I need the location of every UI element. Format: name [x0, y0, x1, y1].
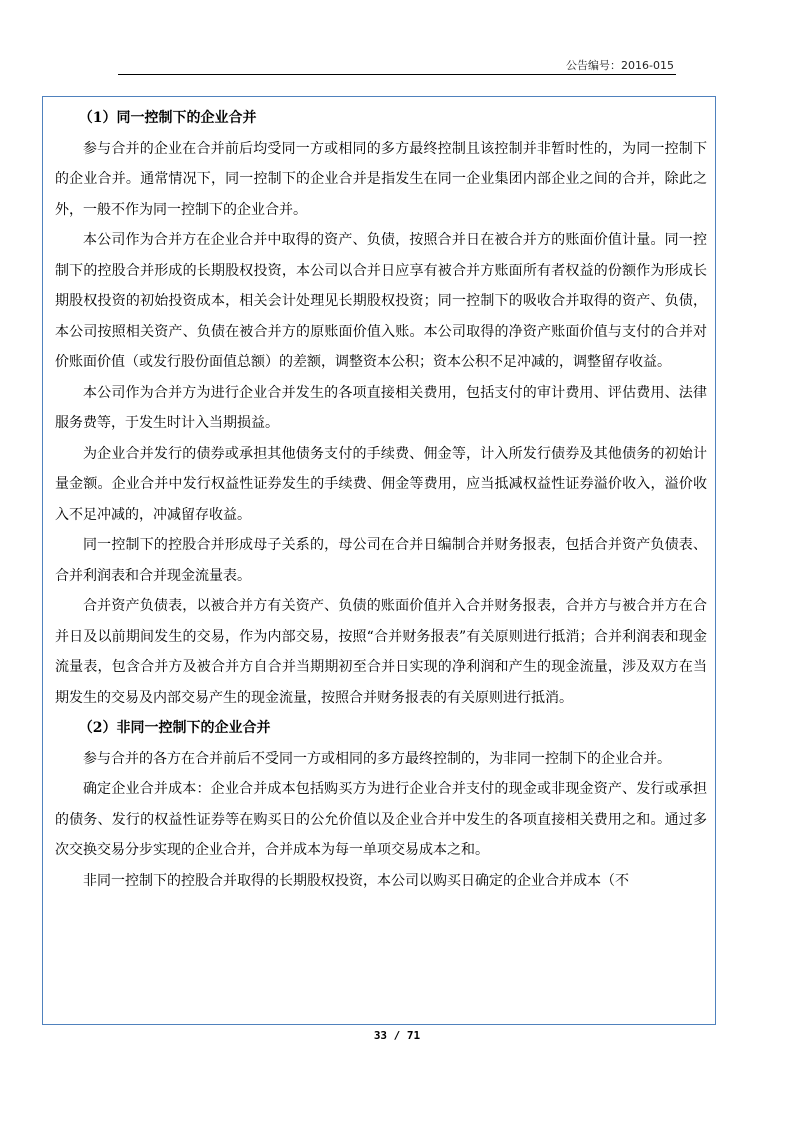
paragraph: 参与合并的企业在合并前后均受同一方或相同的多方最终控制且该控制并非暂时性的，为同一控制下的企业合并。通常情况下，同一控制下的企业合并是指发生在同一企业集团内部企业之间的合并，除此之外，一般不作为同一控制下的企业合并。	[55, 140, 707, 218]
section-heading-non-same-control: （2）非同一控制下的企业合并	[78, 720, 271, 736]
paragraph: 确定企业合并成本：企业合并成本包括购买方为进行企业合并支付的现金或非现金资产、发行或承担的债务、发行的权益性证券等在购买日的公允价值以及企业合并中发生的各项直接相关费用之和。通过多次交换交易分步实现的企业合并，合并成本为每一单项交易成本之和。	[55, 781, 707, 858]
paragraph: 合并资产负债表，以被合并方有关资产、负债的账面价值并入合并财务报表，合并方与被合并方在合并日及以前期间发生的交易，作为内部交易，按照“合并财务报表”有关原则进行抵消；合并利润表和现金流量表，包含合并方及被合并方自合并当期期初至合并日实现的净利润和产生的现金流量，涉及双方在当期发生的交易及内部交易产生的现金流量，按照合并财务报表的有关原则进行抵消。	[55, 598, 707, 706]
header-rule	[118, 74, 676, 75]
paragraph: 同一控制下的控股合并形成母子关系的，母公司在合并日编制合并财务报表，包括合并资产负债表、合并利润表和合并现金流量表。	[55, 537, 707, 584]
paragraph: 非同一控制下的控股合并取得的长期股权投资，本公司以购买日确定的企业合并成本（不	[83, 872, 629, 889]
paragraph: 参与合并的各方在合并前后不受同一方或相同的多方最终控制的，为非同一控制下的企业合并。	[83, 750, 671, 767]
announcement-number: 公告编号：2016-015	[566, 59, 674, 72]
paragraph: 为企业合并发行的债券或承担其他债务支付的手续费、佣金等，计入所发行债券及其他债务的初始计量金额。企业合并中发行权益性证券发生的手续费、佣金等费用，应当抵减权益性证券溢价收入，溢价收入不足冲减的，冲减留存收益。	[55, 445, 707, 523]
content-frame	[42, 96, 716, 1025]
page-number: 33 / 71	[373, 1029, 421, 1042]
section-heading-same-control: （1）同一控制下的企业合并	[78, 110, 257, 126]
paragraph: 本公司作为合并方为进行企业合并发生的各项直接相关费用，包括支付的审计费用、评估费用、法律服务费等，于发生时计入当期损益。	[55, 384, 707, 431]
paragraph: 本公司作为合并方在企业合并中取得的资产、负债，按照合并日在被合并方的账面价值计量。同一控制下的控股合并形成的长期股权投资，本公司以合并日应享有被合并方账面所有者权益的份额作为形成长期股权投资的初始投资成本，相关会计处理见长期股权投资；同一控制下的吸收合并取得的资产、负债，本公司按照相关资产、负债在被合并方的原账面价值入账。本公司取得的净资产账面价值与支付的合并对价账面价值（或发行股份面值总额）的差额，调整资本公积；资本公积不足冲减的，调整留存收益。	[55, 232, 707, 370]
document-body	[55, 103, 707, 896]
